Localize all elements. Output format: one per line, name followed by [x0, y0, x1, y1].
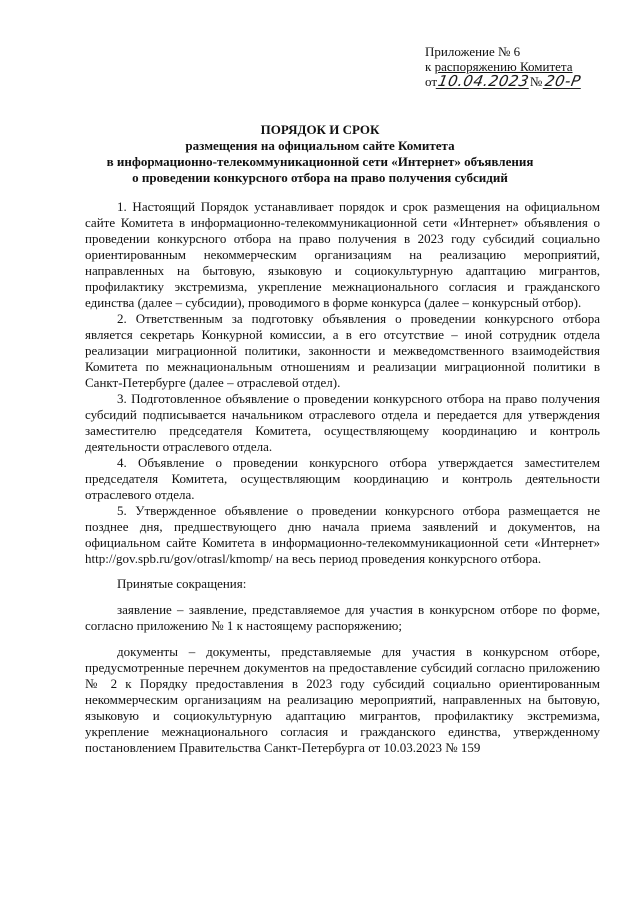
paragraph-5: 5. Утвержденное объявление о проведении конкурсного отбора размещается не позднее дня, предшествующего дню начала приема заявлений и документов, на официальном сайте Комитета в информационно-телекоммуникационной сети «Интернет» http://gov.spb.ru/gov/otrasl/kmomp/ на весь период проведения конкурсного отбора. — [85, 503, 600, 566]
document-body — [85, 199, 600, 567]
appendix-reference: к распоряжению Комитета — [425, 59, 573, 74]
paragraph-4: 4. Объявление о проведении конкурсного отбора утверждается заместителем председателя Комитета, осуществляющим координацию и контроль деятельности отраслевого отдела. — [85, 455, 600, 502]
paragraph-2: 2. Ответственным за подготовку объявления о проведении конкурсного отбора является секретарь Конкурной комиссии, а в его отсутствие – иной сотрудник отдела реализации миграционной политики, законности и межведомственного взаимодействия Комитета по межнациональным отношениям и реализации миграционной политики в Санкт-Петербурге (далее – отраслевой отдел). — [85, 311, 600, 390]
appendix-date-line — [425, 74, 620, 89]
abbreviation-item: документы – документы, представляемые для участия в конкурсном отборе, предусмотренные перечнем документов на предоставление субсидий согласно приложению № 2 к Порядку предоставления в 2023 году субсидий социально ориентированным некоммерческим организациям на реализацию мероприятий, направленных на бытовую, языковую и социокультурную адаптацию мигрантов, профилактику экстремизма, укрепление межнационального согласия и гражданского единства, утвержденному постановлением Правительства Санкт-Петербурга от 10.03.2023 № 159 — [85, 644, 600, 755]
title-line-3: в информационно-телекоммуникационной сети «Интернет» объявления — [106, 154, 534, 169]
title-line-2: размещения на официальном сайте Комитета — [185, 138, 455, 153]
handwritten-date: 10.04.2023 — [436, 72, 531, 90]
appendix-header — [425, 44, 620, 89]
paragraph-3: 3. Подготовленное объявление о проведении конкурсного отбора на право получения субсидий подписывается начальником отраслевого отдела и передается для утверждения заместителю председателя Комитета, осуществляющему координацию и контроль деятельности отраслевого отдела. — [85, 391, 600, 454]
from-label: от — [425, 74, 438, 89]
abbreviation-item: заявление – заявление, представляемое для участия в конкурсном отборе по форме, согласно приложению № 1 к настоящему распоряжению; — [85, 602, 600, 633]
title-line-1: ПОРЯДОК И СРОК — [260, 122, 380, 137]
appendix-reference-text: распоряжению Комитета — [434, 59, 573, 74]
document-title — [60, 122, 580, 186]
paragraph-1: 1. Настоящий Порядок устанавливает порядок и срок размещения на официальном сайте Комитета в информационно-телекоммуникационной сети «Интернет» объявления о проведении конкурсного отбора на право получения в 2023 году субсидий социально ориентированным некоммерческим организациям на реализацию мероприятий, направленных на бытовую, языковую и социокультурную адаптацию мигрантов, профилактику экстремизма, укрепление межнационального согласия и гражданского единства (далее – субсидии), проводимого в форме конкурса (далее – конкурсный отбор). — [85, 199, 600, 310]
handwritten-number: 20-Р — [543, 72, 583, 90]
title-line-4: о проведении конкурсного отбора на право получения субсидий — [132, 170, 508, 185]
number-label: № — [529, 74, 543, 89]
abbreviations-section — [85, 576, 600, 756]
appendix-number: Приложение № 6 — [425, 44, 521, 59]
abbreviations-heading: Принятые сокращения: — [117, 576, 247, 591]
